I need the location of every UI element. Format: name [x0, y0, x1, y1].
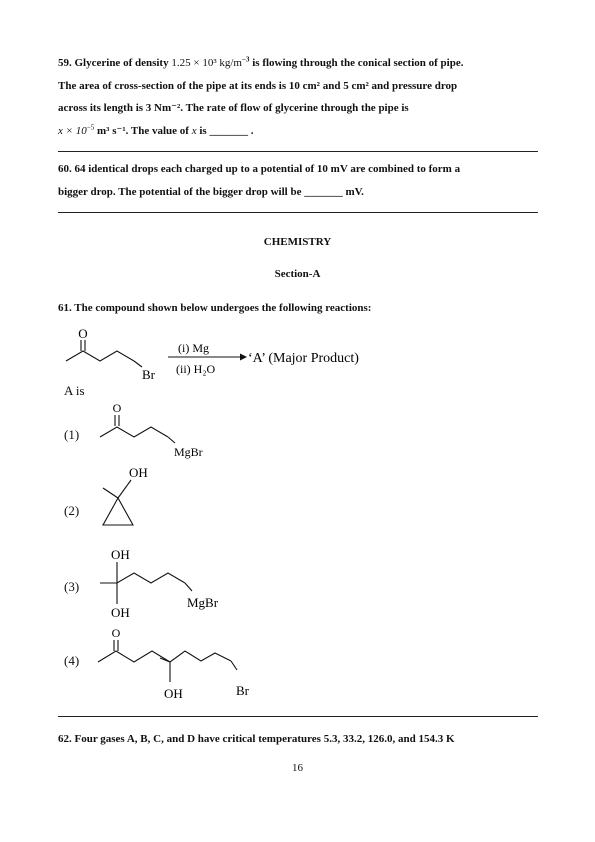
option-4-bromine: Br: [236, 683, 249, 698]
option-2-hydroxyl: OH: [129, 465, 148, 480]
q60-line-2: bigger drop. The potential of the bigger drop will be _______ mV.: [58, 185, 364, 198]
option-1-mgbr: MgBr: [174, 445, 203, 459]
option-4-number: (4): [64, 653, 80, 668]
q59-variable-x: x: [191, 124, 197, 137]
option-3-hydroxyl-top: OH: [111, 547, 130, 562]
q59-text: 59. Glycerine of density: [58, 57, 172, 69]
q60-line-1: 60. 64 identical drops each charged up to a potential of 10 mV are combined to form a: [58, 163, 461, 175]
divider: [58, 716, 538, 717]
product-label: ‘A’ (Major Product): [248, 351, 359, 366]
q59-rate-expression: x × 10: [58, 124, 87, 137]
q59-text-cont: is flowing through the conical section of pipe.: [249, 57, 464, 69]
reactant-bromine-label: Br: [142, 367, 155, 382]
q59-line-4: [58, 120, 548, 143]
q59-units: m³ s⁻¹. The value of: [94, 124, 192, 137]
a-is-label: A is: [64, 383, 85, 398]
reagent-mg: (i) Mg: [178, 341, 209, 355]
q59-blank: is _______ .: [196, 124, 254, 137]
section-subtitle: Section-A: [274, 268, 321, 280]
option-2-number: (2): [64, 503, 80, 518]
option-2-structure: [0, 460, 595, 535]
question-61-stem: 61. The compound shown below undergoes the following reactions:: [58, 302, 372, 314]
option-3-structure: [0, 540, 595, 630]
q59-line-1: [58, 52, 548, 75]
arrow-head: [240, 354, 247, 361]
option-1-oxygen: O: [112, 401, 122, 415]
page-number: 16: [292, 762, 303, 774]
q59-rate-exponent: −5: [86, 122, 95, 131]
option-4-oxygen: O: [111, 626, 121, 640]
option-4-hydroxyl: OH: [164, 686, 183, 701]
divider: [58, 151, 538, 152]
option-3-mgbr: MgBr: [187, 595, 219, 610]
q59-density-exponent: −3: [241, 55, 250, 64]
reactant-skeleton: [66, 351, 134, 361]
reaction-scheme: [0, 320, 595, 390]
question-62: 62. Four gases A, B, C, and D have critical temperatures 5.3, 33.2, 126.0, and 154.3 K: [58, 733, 455, 745]
question-60: [58, 158, 548, 203]
divider: [58, 212, 538, 213]
option-1-number: (1): [64, 427, 80, 442]
option-3-hydroxyl-bottom: OH: [111, 605, 130, 620]
q59-density: 1.25 × 10³ kg/m: [171, 57, 242, 69]
question-59: [58, 52, 548, 142]
q59-line-2: The area of cross-section of the pipe at its ends is 10 cm² and 5 cm² and pressure drop: [58, 79, 458, 92]
q59-line-3: across its length is 3 Nm⁻². The rate of flow of glycerine through the pipe is: [58, 102, 409, 114]
option-3-number: (3): [64, 579, 80, 594]
reactant-oxygen-label: O: [78, 326, 88, 341]
reagent-water: (ii) H₂O: [176, 362, 216, 376]
option-4-structure: [0, 620, 595, 705]
section-title: CHEMISTRY: [263, 236, 332, 248]
